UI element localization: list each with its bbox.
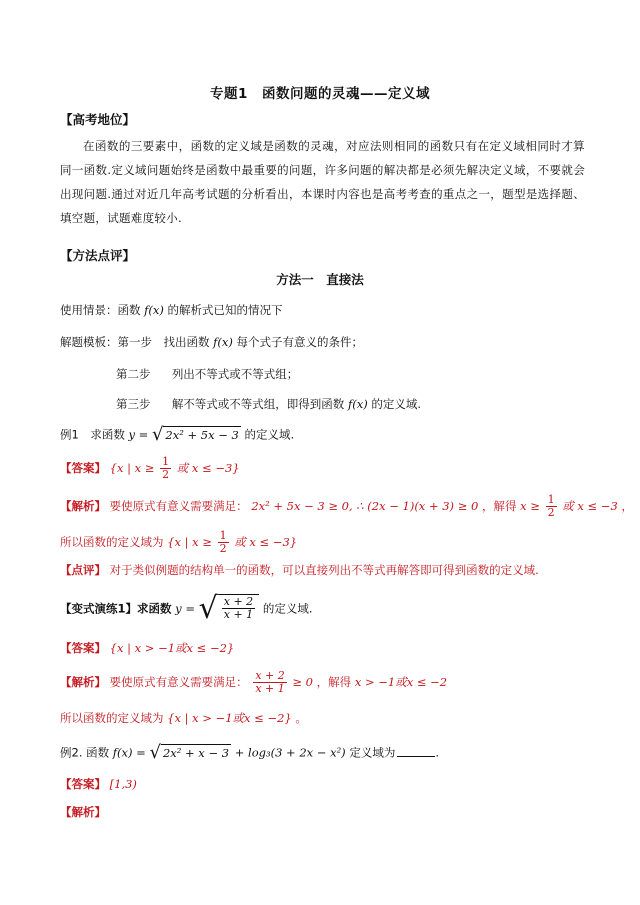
variant1-question — [60, 591, 313, 626]
example1-conclusion-frac — [218, 530, 229, 555]
example1-analysis-b: ，解得 — [481, 499, 517, 513]
variant1-analysis-b: ≥ 0 — [292, 675, 313, 689]
variant1-analysis — [60, 670, 447, 695]
step3-label: 第三步 — [116, 397, 151, 411]
example1-analysis-frac — [546, 494, 557, 519]
frac-den: x + 1 — [223, 608, 254, 621]
example1-analysis-math: 2x² + 5x − 3 ≥ 0, ∴ (2x − 1)(x + 3) ≥ 0 — [251, 499, 479, 513]
method1-step3 — [116, 396, 421, 412]
example1-review — [60, 562, 539, 578]
example2-end: . — [435, 745, 439, 760]
example1-answer-b: 或 x ≤ −3} — [176, 461, 240, 475]
example2-answer-value: [1,3) — [109, 777, 137, 791]
usage-prefix: 使用情景：函数 — [60, 303, 141, 317]
frac-num: x + 2 — [223, 595, 254, 608]
frac-den: x + 1 — [255, 682, 285, 695]
example2-suffix: 定义域为 — [349, 745, 396, 760]
template-suffix: 每个式子有意义的条件； — [236, 335, 364, 349]
example2-blank — [397, 756, 435, 757]
variant1-label: 【变式演练1】求函数 — [60, 601, 172, 616]
method1-heading: 方法一 直接法 — [276, 272, 364, 287]
example2-label: 例2. 函数 — [60, 745, 110, 760]
example1-review-label: 【点评】 — [60, 563, 106, 577]
example2-analysis-label: 【解析】 — [60, 805, 106, 819]
example1-analysis — [60, 494, 633, 519]
variant1-analysis-d: x > −1或x ≤ −2 — [354, 675, 448, 689]
example2-log-part: + log₃(3 + 2x − x²) — [234, 745, 346, 760]
example1-answer-frac — [160, 456, 171, 481]
example2-sqrt: √ 2x² + x − 3 — [149, 742, 230, 763]
step3-func: f(x) — [347, 397, 368, 411]
example1-answer-a: {x | x ≥ — [109, 461, 155, 475]
example1-conclusion-c: 或 x ≤ −3} — [234, 535, 298, 549]
frac-num: x + 2 — [255, 669, 285, 682]
example1-analysis-a: 要使原式有意义需要满足： — [109, 499, 248, 513]
example1-answer-label: 【答案】 — [60, 461, 106, 475]
usage-func: f(x) — [144, 303, 164, 317]
frac-num: 1 — [162, 455, 170, 468]
method1-usage — [60, 302, 283, 318]
example2-answer — [60, 776, 137, 792]
example1-analysis-d: 或 x ≤ −3 — [562, 499, 618, 513]
frac-den: 2 — [219, 542, 227, 555]
step2-label: 第二步 — [116, 367, 151, 381]
variant1-frac — [222, 596, 255, 621]
page-title: 专题1 函数问题的灵魂——定义域 — [210, 86, 430, 102]
example1-analysis-e: ， — [621, 499, 633, 513]
example1-question — [60, 426, 294, 444]
variant1-answer-value: {x | x > −1或x ≤ −2} — [109, 641, 235, 655]
variant1-sqrt: √ $\frac{x + 2}{x + 1}$ — [199, 594, 260, 624]
variant1-conclusion — [60, 710, 307, 726]
example1-answer — [60, 456, 240, 481]
variant1-answer — [60, 640, 234, 656]
method1-step2 — [116, 366, 298, 382]
section-method-review: 【方法点评】 — [60, 248, 136, 263]
variant1-analysis-label: 【解析】 — [60, 675, 106, 689]
variant1-conclusion-a: 所以函数的定义域为 — [60, 711, 164, 725]
example2-radicand: 2x² + x − 3 — [162, 746, 230, 760]
variant1-analysis-frac — [253, 670, 286, 695]
example1-label: 例1 求函数 — [60, 427, 125, 442]
frac-num: 1 — [219, 529, 227, 542]
variant1-conclusion-c: 。 — [295, 711, 307, 725]
step3-text-a: 解不等式或不等式组，即得到函数 — [171, 397, 345, 411]
example1-review-text: 对于类似例题的结构单一的函数，可以直接列出不等式再解答即可得到函数的定义域. — [109, 563, 539, 577]
example1-conclusion-b: {x | x ≥ — [167, 535, 212, 549]
example1-analysis-c: x ≥ — [520, 499, 540, 513]
variant1-analysis-a: 要使原式有意义需要满足： — [109, 675, 248, 689]
template-prefix: 解题模板：第一步 找出函数 — [60, 335, 210, 349]
example1-radicand: 2x² + 5x − 3 — [165, 428, 239, 442]
method1-template-step1 — [60, 334, 363, 350]
frac-den: 2 — [162, 468, 170, 481]
example2-answer-label: 【答案】 — [60, 777, 106, 791]
section-gaokao-status: 【高考地位】 — [60, 112, 136, 127]
example1-conclusion-a: 所以函数的定义域为 — [60, 535, 164, 549]
variant1-answer-label: 【答案】 — [60, 641, 106, 655]
example1-suffix: 的定义域. — [244, 427, 295, 442]
intro-paragraph: 在函数的三要素中，函数的定义域是函数的灵魂，对应法则相同的函数只有在定义域相同时才算同一函数.定义域问题始终是函数中最重要的问题，许多问题的解决都是必须先解决定义域，不要就会出现问题.通过对近几年高考试题的分析看出，本课时内容也是高考考查的重点之一，题型是选择题、填空题，试题难度较小. — [60, 139, 585, 225]
variant1-suffix: 的定义域. — [262, 601, 313, 616]
frac-num: 1 — [547, 493, 555, 506]
variant1-conclusion-b: {x | x > −1或x ≤ −2} — [167, 711, 292, 725]
example1-analysis-label: 【解析】 — [60, 499, 106, 513]
variant1-analysis-c: ，解得 — [316, 675, 352, 689]
variant1-func-lhs: y = — [175, 601, 195, 616]
example2-question — [60, 744, 439, 762]
usage-suffix: 的解析式已知的情况下 — [167, 303, 283, 317]
step3-text-b: 的定义域. — [371, 397, 421, 411]
frac-den: 2 — [547, 506, 555, 519]
step2-text: 列出不等式或不等式组； — [171, 367, 299, 381]
template-func: f(x) — [213, 335, 233, 349]
example1-sqrt: √ 2x² + 5x − 3 — [151, 424, 239, 445]
example1-conclusion — [60, 530, 297, 555]
example2-func: f(x) = — [112, 745, 146, 760]
example1-func-lhs: y = — [128, 427, 149, 442]
